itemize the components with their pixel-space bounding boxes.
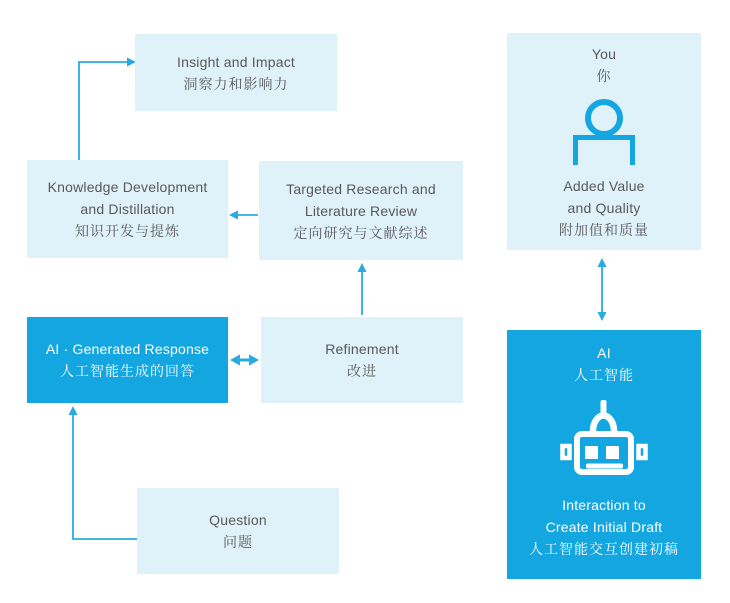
node-you-added-value	[507, 33, 701, 250]
node-label-zh: 问题	[223, 534, 253, 550]
node-label-zh: 人工智能交互创建初稿	[529, 541, 679, 557]
node-label-en: Targeted Research and	[286, 180, 436, 197]
arrow-knowledge-to-insight	[79, 58, 136, 161]
node-insight-and-impact	[135, 34, 337, 111]
arrow-refinement-to-targeted	[358, 263, 367, 315]
node-targeted-research	[259, 161, 463, 260]
node-label-zh: 附加值和质量	[559, 222, 649, 238]
node-question	[137, 488, 339, 574]
arrow-question-to-airesponse	[69, 406, 138, 539]
node-ai-generated-response	[27, 317, 228, 403]
node-label-en: Insight and Impact	[177, 53, 295, 70]
node-label-en: Literature Review	[304, 202, 418, 219]
arrow-you-aidraft-double	[598, 258, 607, 321]
node-title-en: You	[591, 46, 617, 62]
node-label-zh: 改进	[347, 363, 377, 379]
node-label-en: AI · Generated Response	[45, 341, 210, 357]
node-label-zh: 洞察力和影响力	[183, 75, 289, 92]
node-label-zh: 知识开发与提炼	[75, 223, 180, 239]
node-label-en: and Quality	[567, 200, 641, 216]
node-label-zh: 人工智能生成的回答	[60, 363, 195, 379]
node-label-zh: 定向研究与文献综述	[293, 224, 429, 241]
node-label-en: Create Initial Draft	[545, 519, 663, 535]
node-label-en: Interaction to	[562, 497, 646, 513]
person-icon	[571, 97, 637, 165]
node-title-zh: 人工智能	[574, 367, 634, 383]
arrow-targeted-to-knowledge	[229, 211, 258, 220]
node-label-en: Added Value	[563, 178, 645, 194]
arrow-airesponse-refinement-double	[230, 355, 259, 366]
node-ai-interaction-draft	[507, 330, 701, 579]
node-label-en: Knowledge Development	[47, 179, 208, 195]
node-label-en: Question	[209, 512, 267, 528]
node-label-en: and Distillation	[80, 201, 175, 217]
node-refinement	[261, 317, 463, 403]
node-knowledge-development	[27, 160, 228, 258]
node-title-zh: 你	[596, 68, 612, 84]
node-label-en: Refinement	[325, 341, 399, 357]
robot-icon	[560, 400, 648, 476]
node-title-en: AI	[597, 345, 611, 361]
